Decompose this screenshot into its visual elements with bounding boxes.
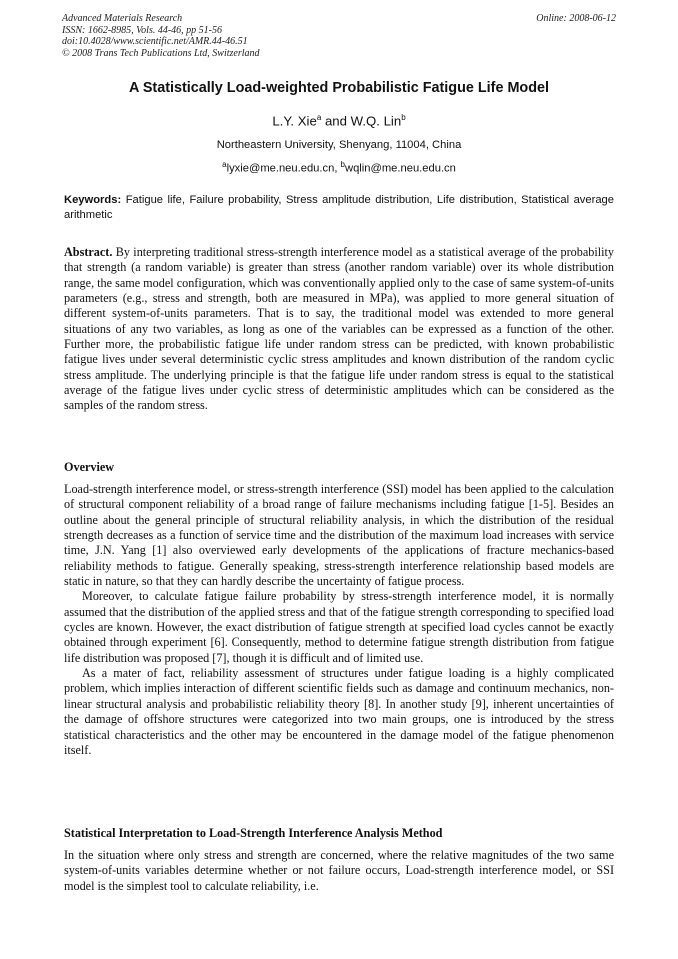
abstract-block [64, 245, 614, 414]
email-a: lyxie@me.neu.edu.cn, [226, 162, 338, 175]
online-date: Online: 2008-06-12 [536, 13, 616, 24]
author-2: W.Q. Lin [350, 113, 402, 129]
author-2-affil-mark: b [401, 113, 406, 122]
copyright-line: © 2008 Trans Tech Publications Ltd, Switzerland [62, 47, 260, 59]
abstract-label: Abstract. [64, 245, 113, 259]
keywords-text: Fatigue life, Failure probability, Stress amplitude distribution, Life distribution, Statistical average arithmetic [64, 194, 615, 221]
overview-paragraph: Moreover, to calculate fatigue failure probability by stress-strength interference model, it is normally assumed that the distribution of the applied stress and that of the fatigue strength corresponding to specified load cycles are known. However, the exact distribution of fatigue strength at specified load cycles cannot be exactly obtained through experiment [6]. Consequently, method to determine fatigue strength distribution from fatigue life distribution was proposed [7], though it is difficult and of limited use. [64, 589, 614, 665]
abstract-text: By interpreting traditional stress-strength interference model as a statistical average of the probability that strength (a random variable) is greater than stress (another random variable) over its whole distribution range, the same model configuration, which was conventionally applied only to the case of same system-of-units parameters (e.g., stress and strength, both are measured in MPa), was applied to more general situation of different system-of-units parameters. That is to say, the traditional model was extended to more general situations of any two variables, as long as one of the variables can be expressed as a function of the other. Further more, the probabilistic fatigue life under random stress can be predicted, with known probabilistic fatigue lives under several deterministic cyclic stress amplitudes and known distribution of the random cyclic stress amplitude. The underlying principle is that the fatigue life under random stress is equal to the statistical average of the fatigue lives under cyclic stress of deterministic amplitudes which can be considered as the samples of the random stress. [64, 245, 615, 413]
author-1: L.Y. Xie [272, 113, 317, 129]
journal-name: Advanced Materials Research [62, 13, 183, 24]
overview-body [64, 482, 614, 758]
email-b-mark: b [340, 160, 345, 169]
overview-paragraph: As a mater of fact, reliability assessment of structures under fatigue loading is a highly complicated problem, which implies interaction of different scientific fields such as damage and continuum mechanics, non-linear structural analysis and probabilistic reliability theory [8]. In another study [9], inherent uncertainties of the damage of offshore structures were categorized into two main groups, one is introduced by the stress statistical characteristics and the other may be encountered in the damage model of the fatigue phenomenon itself. [64, 666, 614, 757]
paper-title: A Statistically Load-weighted Probabilistic Fatigue Life Model [128, 80, 550, 96]
author-line [0, 113, 678, 128]
author-joiner: and [321, 113, 351, 129]
journal-header [62, 13, 616, 59]
keywords-block [64, 193, 614, 223]
statistical-paragraph: In the situation where only stress and strength are concerned, where the relative magnitudes of the two same system-of-units variables determine whether or not failure occurs, Load-strength interference model, or SSI model is the simplest tool to calculate reliability, i.e. [64, 848, 614, 893]
statistical-body [64, 848, 614, 894]
overview-paragraph: Load-strength interference model, or stress-strength interference (SSI) model has been applied to the calculation of structural component reliability of a broad range of failure mechanisms including fatigue [1-5]. Besides an outline about the general principle of structural reliability analysis, in which the distribution of the residual strength decreases as a function of service time and the distribution of the maximum load increases with service time, J.N. Yang [1] also overviewed early developments of the applications of fracture mechanics-based reliability methods to fatigue. Generally speaking, stress-strength interference relationship based models are static in nature, so that they can hardly describe the uncertainty of fatigue process. [64, 482, 614, 589]
email-a-mark: a [222, 160, 227, 169]
email-line [0, 160, 678, 175]
author-1-affil-mark: a [316, 113, 322, 122]
doi-line: doi:10.4028/www.scientific.net/AMR.44-46.51 [62, 36, 248, 48]
email-b: wqlin@me.neu.edu.cn [345, 162, 456, 175]
affiliation: Northeastern University, Shenyang, 11004, China [216, 139, 462, 151]
issn-line: ISSN: 1662-8985, Vols. 44-46, pp 51-56 [62, 24, 222, 36]
statistical-heading: Statistical Interpretation to Load-Strength Interference Analysis Method [64, 826, 443, 840]
keywords-label: Keywords: [64, 194, 122, 206]
overview-heading: Overview [64, 460, 115, 474]
